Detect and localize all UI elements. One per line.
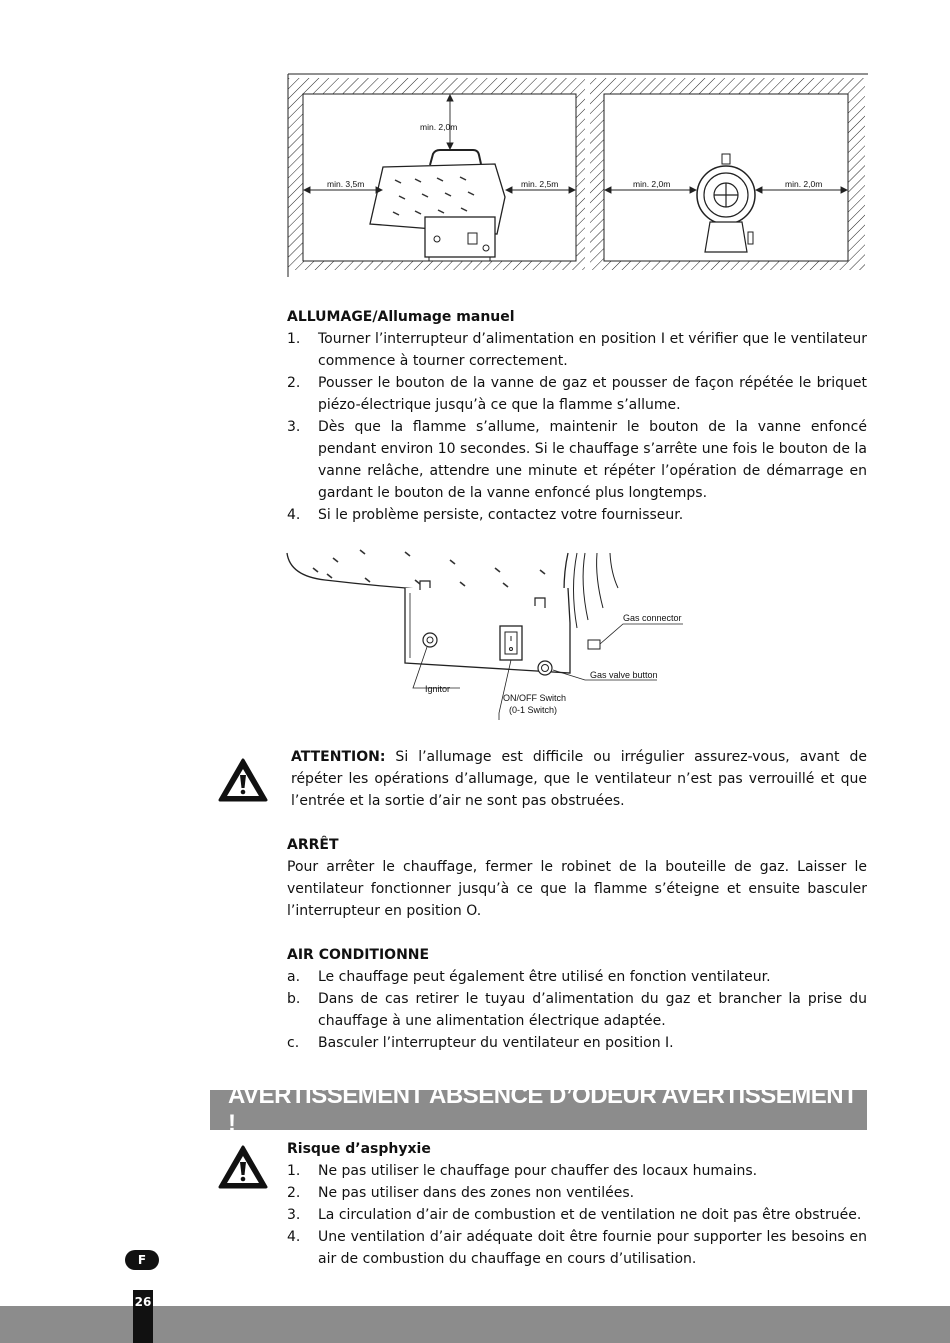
list-number: 2. [287,1185,301,1201]
list-item [287,1160,867,1182]
arret-section [287,834,867,922]
list-number: c. [287,1035,300,1051]
clearance-left-label: min. 3,5m [327,179,365,189]
list-text: Une ventilation d’air adéquate doit être fournie pour supporter les besoins en air de combustion du chauffage en cours d’utilisation. [318,1229,867,1267]
air-section [287,944,867,1054]
switch-label-1: ON/OFF Switch [503,693,567,703]
list-item [287,1032,867,1054]
warning-section [287,1138,867,1270]
list-text: Ne pas utiliser dans des zones non ventilées. [318,1185,635,1201]
list-number: 3. [287,419,301,435]
list-item [287,1226,867,1270]
list-number: 1. [287,331,301,347]
list-text: Basculer l’interrupteur du ventilateur en position I. [318,1035,674,1051]
control-panel-diagram [285,548,705,723]
list-item [287,988,867,1032]
list-text: Pousser le bouton de la vanne de gaz et pousser de façon répétée le briquet piézo-électrique jusqu’à ce que la flamme s’allume. [318,375,867,413]
clearance-right-label: min. 2,5m [521,179,559,189]
gas-valve-label: Gas valve button [590,670,658,680]
list-text: Dès que la flamme s’allume, maintenir le bouton de la vanne enfoncé pendant environ 10 secondes. Si le chauffage s’arrête une fois le bouton de la vanne relâche, attendre une minute et répéter l’opération de démarrage en gardant le bouton de la vanne enfoncé plus longtemps. [318,419,867,501]
list-number: 1. [287,1163,301,1179]
list-text: Si le problème persiste, contactez votre fournisseur. [318,507,684,523]
arret-title: ARRÊT [287,837,339,853]
list-text: Tourner l’interrupteur d’alimentation en position I et vérifier que le ventilateur commence à tourner correctement. [318,331,867,369]
allumage-title: ALLUMAGE/Allumage manuel [287,309,515,325]
warning-triangle-icon [217,1144,269,1190]
clearance-top-label: min. 2,0m [420,122,458,132]
list-number: a. [287,969,301,985]
list-number: 4. [287,507,301,523]
warning-title: Risque d’asphyxie [287,1141,431,1157]
list-item [287,416,867,504]
list-item [287,328,867,372]
warning-banner: AVERTISSEMENT ABSENCE D’ODEUR AVERTISSEMENT ! [210,1090,867,1130]
list-item [287,504,867,526]
attention-note [291,746,867,812]
list-item [287,1182,867,1204]
list-text: Ne pas utiliser le chauffage pour chauffer des locaux humains. [318,1163,758,1179]
clearance-diagram [285,72,870,280]
list-text: Le chauffage peut également être utilisé en fonction ventilateur. [318,969,771,985]
list-number: b. [287,991,301,1007]
list-item [287,966,867,988]
warning-triangle-icon [217,757,269,803]
arret-text: Pour arrêter le chauffage, fermer le robinet de la bouteille de gaz. Laisser le ventilateur fonctionner jusqu’à ce que la flamme s’éteigne et ensuite basculer l’interrupteur en position O. [287,859,867,919]
list-text: Dans de cas retirer le tuyau d’alimentation du gaz et brancher la prise du chauffage à une alimentation électrique adaptée. [318,991,867,1029]
allumage-section [287,306,867,526]
list-number: 2. [287,375,301,391]
list-text: La circulation d’air de combustion et de ventilation ne doit pas être obstruée. [318,1207,862,1223]
attention-text: Si l’allumage est difficile ou irrégulier assurez-vous, avant de répéter les opérations d’allumage, que le ventilateur n’est pas verrouillé et que l’entrée et la sortie d’air ne sont pas obstruées. [291,749,867,809]
clearance-left2-label: min. 2,0m [633,179,671,189]
list-number: 4. [287,1229,301,1245]
air-title: AIR CONDITIONNE [287,947,430,963]
list-item [287,1204,867,1226]
attention-label: ATTENTION: [291,749,386,765]
clearance-right2-label: min. 2,0m [785,179,823,189]
list-number: 3. [287,1207,301,1223]
page-number: 26 [133,1290,153,1343]
list-item [287,372,867,416]
gas-connector-label: Gas connector [623,613,682,623]
ignitor-label: Ignitor [425,684,451,694]
language-badge: F [125,1250,159,1270]
switch-label-2: (0-1 Switch) [509,705,558,715]
